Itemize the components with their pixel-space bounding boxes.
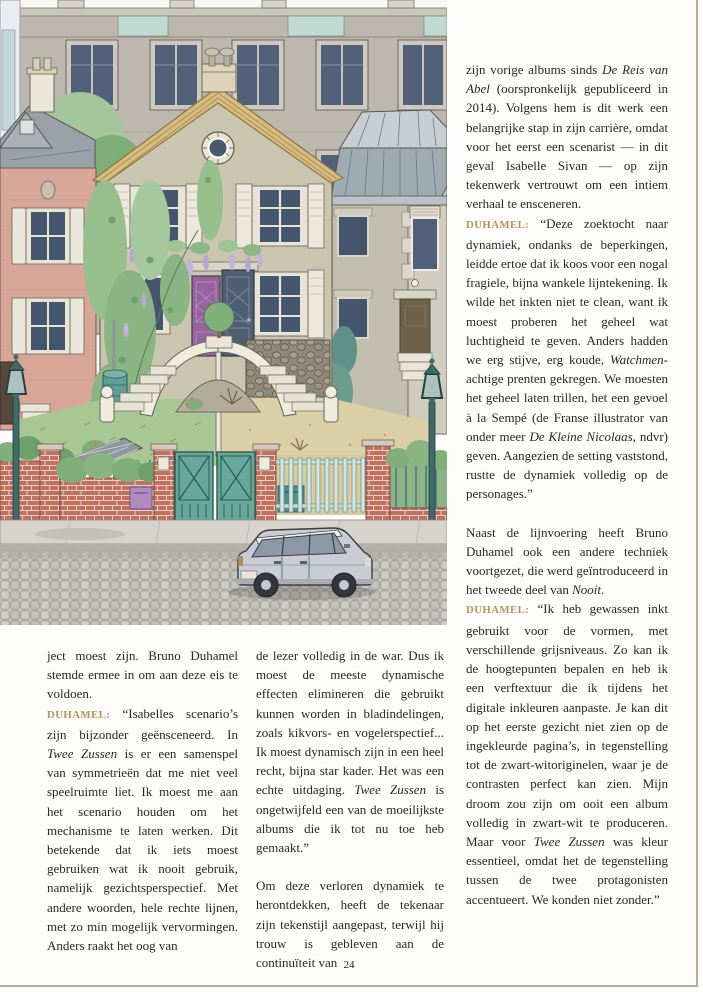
speaker-label: DUHAMEL:: [47, 708, 111, 721]
sidewalk: [0, 520, 447, 550]
speaker-label: DUHAMEL:: [466, 218, 530, 231]
side-mirror: [344, 544, 350, 548]
doorbell-lamp: [412, 280, 419, 287]
comic-illustration-canvas: [0, 0, 447, 625]
paragraph: zijn vorige albums sinds De Reis van Abel (oorspronkelijk gepubliceerd in 2014). Volgens hem is dit werk een belangrijke stap in zijn carrière, omdat voor het eerst een scenarist — in dit geval Isabelle Sivan — op zijn tekenwerk vertrouwt om een intiem verhaal te ensceneren.: [466, 62, 668, 212]
paragraph: DUHAMEL: “Ik heb gewassen inkt gebruikt voor de vormen, met verschillende grijsniveaus. Zo kan ik de hoogtepunten bepalen en heb ik een verftextuur die ik tijdens het digitale inkleuren aanpaste. Je kan dit op het eerste gezicht niet zien op de ingekleurde pagina’s, in tegenstelling tot de zwart-witoriginelen, waar je de contrasten perfect kan zien. Mijn droom zou zijn om ooit een album volledig in zwart-wit te produceren. Maar voor Twee Zussen was kleur essentieel, omdat het de tegenstelling tussen de twee protagonisten accentueert. We konden niet zonder.”: [466, 601, 668, 907]
license-plate: [241, 571, 257, 579]
pink-house-window: [12, 208, 84, 264]
page-edge-bottom: [0, 985, 698, 987]
paragraph: DUHAMEL: “Deze zoektocht naar dynamiek, ondanks de beperkingen, leidde ertoe dat ik koos voor een nogal fragiele, bijna wankele lijntekening. Ik wilde het inkten niet te clean, want ik moest proberen het geheel wat luchtigheid te geven. Anders hadden we erg stijve, erg koude, Watchmen-achtige prenten gekregen. We moesten het geheel laten trillen, het een gevoel à la Sempé (de Franse illustrator van onder meer De Kleine Nicolaas, ndvr) geven. Aangezien de setting vaststond, rustte de dynamiek volledig op de personages.”: [466, 215, 668, 502]
page-edge-right: [696, 0, 698, 986]
comic-illustration: [0, 0, 447, 625]
paragraph: Naast de lijnvoering heeft Bruno Duhamel ook een andere techniek voortgezet, die werd geïntroduceerd in het tweede deel van Nooit.: [466, 524, 668, 598]
tail-light: [238, 556, 243, 566]
center-window-upper-right: [236, 184, 324, 248]
article-column-right: [466, 60, 668, 909]
speaker-label: DUHAMEL:: [466, 604, 530, 617]
paragraph: ject moest zijn. Bruno Duhamel stemde ermee in om aan deze eis te voldoen.: [47, 648, 238, 702]
headlight: [365, 558, 371, 566]
paragraph: DUHAMEL: “Isabelles scenario’s zijn bijzonder geënsceneerd. In Twee Zussen is er een samenspel van symmetrieën dat me niet veel speelruimte liet. Ik moest me aan het scenario houden om het mechanisme te laten werken. Dit betekende dat ik iets moest gebruiken wat ik nooit gebruik, namelijk gezichtsperspectief. Met andere woorden, hele rechte lijnen, met zo min mogelijk vervormingen. Anders raakt het oog van: [47, 705, 238, 954]
mailbox-left: [130, 487, 152, 509]
right-house-side-window: [410, 206, 440, 270]
paragraph: Om deze verloren dynamiek te herontdekken, heeft de tekenaar zijn tekenstijl aangepast, terwijl hij trouw is gebleven aan de continuïteit van: [256, 878, 444, 971]
street: [0, 550, 447, 625]
topiary-shrub: [204, 302, 234, 348]
right-house-window: [338, 216, 368, 256]
house-number-plate: [158, 457, 169, 470]
oculus-window: [202, 132, 234, 164]
page-number: 24: [343, 959, 355, 971]
paragraph: de lezer volledig in de war. Dus ik moest de meeste dynamische effecten elimineren die gebruikt kunnen worden in bladindelingen, zoals kikvors- en vogelerspectief... Ik moest dynamisch zijn in een heel recht, bijna star kader. Het was een echte uitdaging. Twee Zussen is ongetwijfeld een van de moeilijkste albums die ik tot nu toe heb gemaakt.”: [256, 648, 444, 856]
house-number-plate: [259, 457, 270, 470]
article-column-middle: [256, 646, 444, 972]
article-column-left: [47, 646, 238, 955]
pink-house-window: [12, 298, 84, 354]
brick-pillar: [40, 448, 60, 524]
